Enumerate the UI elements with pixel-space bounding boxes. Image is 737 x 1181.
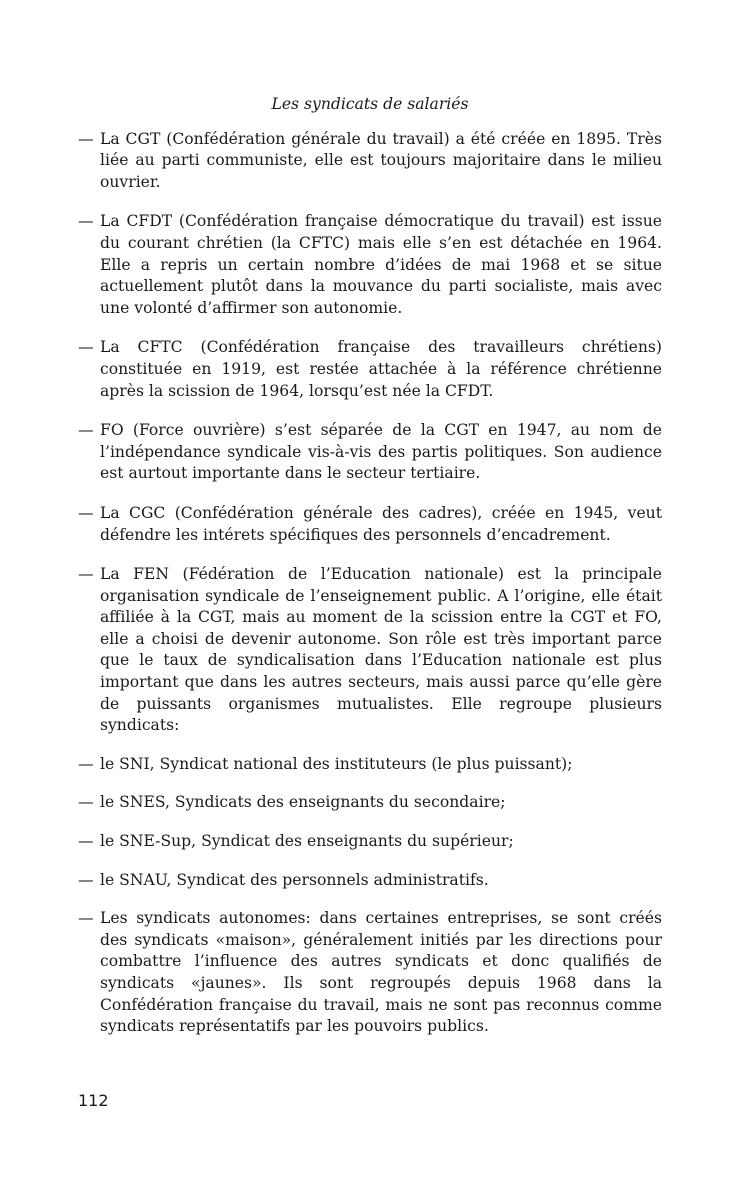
list-item-cftc: — La CFTC (Confédération française des travailleurs chrétiens) constituée en 1919, est restée attachée à la référence chrétienne après la scission de 1964, lorsqu’est née la CFDT. xyxy=(78,337,662,402)
list-item-cfdt: — La CFDT (Confédération française démocratique du travail) est issue du courant chrétien (la CFTC) mais elle s’en est détachée en 1964. Elle a repris un certain nombre d’idées de mai 1968 et se situe actuellement plutôt dans la mouvance du parti socialiste, mais avec une volonté d’affirmer son autonomie. xyxy=(78,211,662,319)
list-item-snau: — le SNAU, Syndicat des personnels administratifs. xyxy=(78,870,662,892)
list-item-fo: — FO (Force ouvrière) s’est séparée de la CGT en 1947, au nom de l’indépendance syndicale vis-à-vis des partis politiques. Son audience est aurtout importante dans le secteur tertiaire. xyxy=(78,420,662,485)
page-title: Les syndicats de salariés xyxy=(271,95,469,113)
list-item-snes: — le SNES, Syndicats des enseignants du secondaire; xyxy=(78,792,662,814)
list-item-fen: — La FEN (Fédération de l’Education nationale) est la principale organisation syndicale de l’enseignement public. A l’origine, elle était affiliée à la CGT, mais au moment de la scission entre la CGT et FO, elle a choisi de devenir autonome. Son rôle est très important parce que le taux de syndicalisation dans l’Education nationale est plus important que dans les autres secteurs, mais aussi parce qu’elle gère de puissants organismes mutualistes. Elle regroupe plusieurs syndicats: xyxy=(78,564,662,737)
list-item-sni: — le SNI, Syndicat national des instituteurs (le plus puissant); xyxy=(78,754,662,776)
list-item-autonomous-unions: — Les syndicats autonomes: dans certaines entreprises, se sont créés des syndicats «maison», généralement initiés par les directions pour combattre l’influence des autres syndicats et donc qualifiés de syndicats «jaunes». Ils sont regroupés depuis 1968 dans la Confédération française du travail, mais ne sont pas reconnus comme syndicats représentatifs par les pouvoirs publics. xyxy=(78,908,662,1038)
list-item-cgt: — La CGT (Confédération générale du travail) a été créée en 1895. Très liée au parti communiste, elle est toujours majoritaire dans le milieu ouvrier. xyxy=(78,129,662,194)
union-list xyxy=(78,129,662,1038)
list-item-sne-sup: — le SNE-Sup, Syndicat des enseignants du supérieur; xyxy=(78,831,662,853)
page-number: 112 xyxy=(78,1091,109,1110)
book-page xyxy=(78,94,662,1038)
list-item-cgc: — La CGC (Confédération générale des cadres), créée en 1945, veut défendre les intérets spécifiques des personnels d’encadrement. xyxy=(78,503,662,546)
